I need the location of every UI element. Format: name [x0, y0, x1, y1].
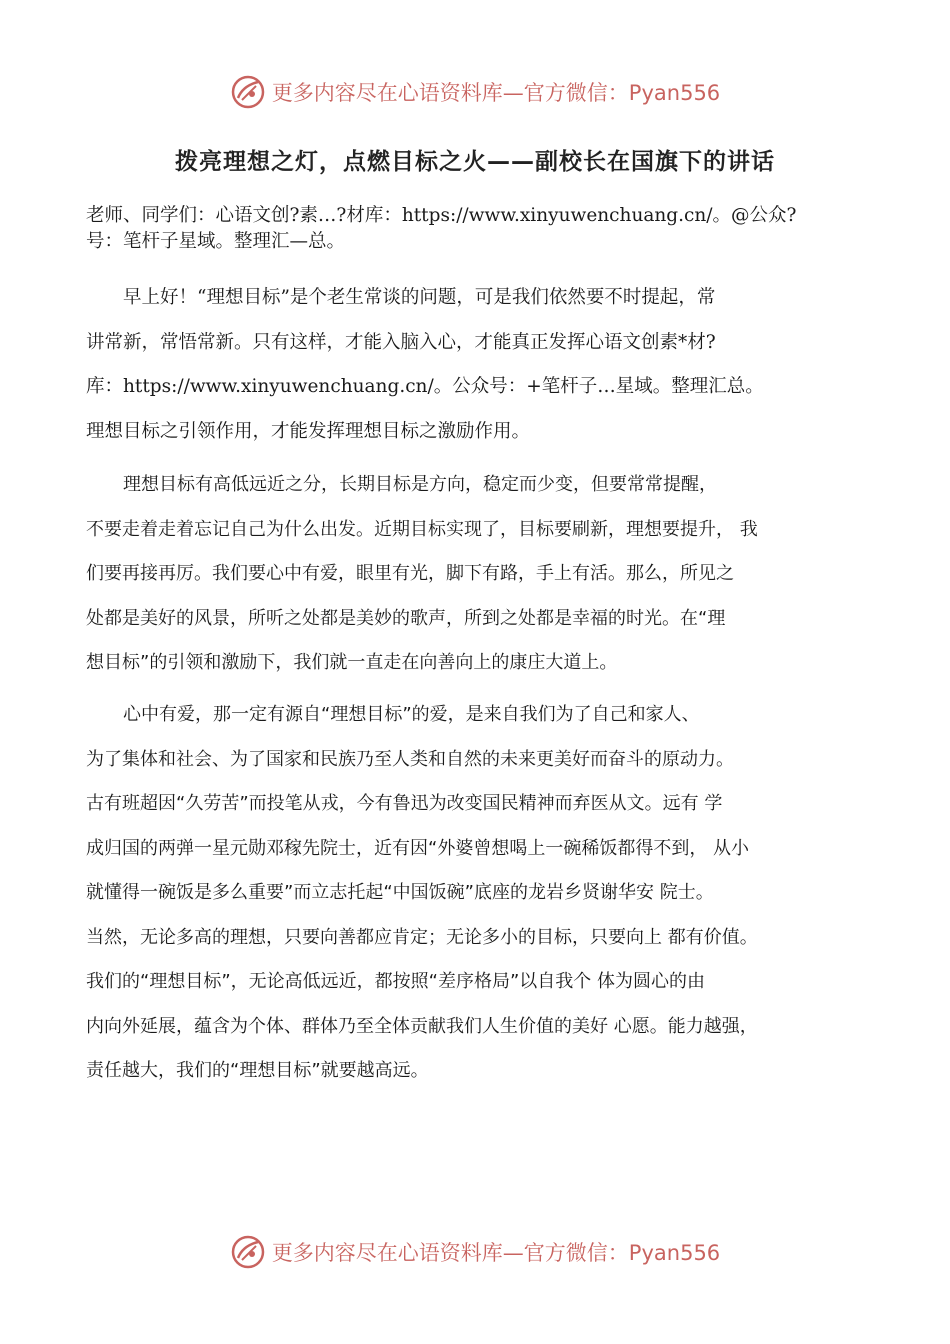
paragraph-line: 就懂得一碗饭是多么重要”而立志托起“中国饭碗”底座的龙岩乡贤谢华安 院士。 [86, 882, 714, 903]
paragraph-3 [86, 693, 876, 1094]
paragraph-line: 们要再接再厉。我们要心中有爱，眼里有光，脚下有路，手上有活。那么，所见之 [86, 563, 734, 584]
paragraph-line: 我们的“理想目标”，无论高低远近，都按照“差序格局”以自我个 体为圆心的由 [86, 971, 706, 992]
paragraph-line: 责任越大，我们的“理想目标”就要越高远。 [86, 1060, 429, 1081]
paragraph-line: 理想目标之引领作用，才能发挥理想目标之激励作用。 [86, 420, 531, 442]
xinyu-logo-icon [230, 1234, 266, 1270]
paragraph-line: 不要走着走着忘记自己为什么出发。近期目标实现了，目标要刷新，理想要提升， 我 [86, 518, 758, 540]
paragraph-line: 古有班超因“久劳苦”而投笔从戎，今有鲁迅为改变国民精神而弃医从文。远有 学 [86, 793, 723, 814]
intro-line: 老师、同学们：心语文创?素…?材库：https://www.xinyuwenchuang.cn/。@公众? [86, 205, 797, 226]
intro-line: 号：笔杆子星域。整理汇—总。 [86, 231, 346, 252]
paragraph-2 [86, 463, 876, 686]
paragraph-line: 心中有爱，那一定有源自“理想目标”的爱，是来自我们为了自己和家人、 [123, 704, 700, 725]
paragraph-line: 讲常新，常悟常新。只有这样，才能入脑入心，才能真正发挥心语文创素*材? [86, 331, 716, 353]
paragraph-line: 早上好！“理想目标”是个老生常谈的问题，可是我们依然要不时提起，常 [123, 287, 716, 308]
footer-banner [0, 1230, 950, 1274]
page-title: 拨亮理想之灯，点燃目标之火——副校长在国旗下的讲话 [175, 149, 775, 175]
paragraph-line: 内向外延展，蕴含为个体、群体乃至全体贡献我们人生价值的美好 心愿。能力越强， [86, 1015, 758, 1037]
paragraph-line: 当然，无论多高的理想，只要向善都应肯定；无论多小的目标，只要向上 都有价值。 [86, 926, 758, 948]
paragraph-line: 为了集体和社会、为了国家和民族乃至人类和自然的未来更美好而奋斗的原动力。 [86, 748, 734, 770]
header-banner [0, 70, 950, 114]
paragraph-line: 处都是美好的风景，所听之处都是美妙的歌声，所到之处都是幸福的时光。在“理 [86, 607, 726, 629]
paragraph-line: 库：https://www.xinyuwenchuang.cn/。公众号：+笔杆子…星域。整理汇总。 [86, 376, 764, 397]
paragraph-line: 想目标”的引领和激励下，我们就一直走在向善向上的康庄大道上。 [86, 652, 618, 673]
footer-banner-text: 更多内容尽在心语资料库—官方微信：Pyan556 [271, 1241, 721, 1265]
xinyu-logo-icon [230, 74, 266, 110]
paragraph-line: 理想目标有高低远近之分，长期目标是方向，稳定而少变，但要常常提醒， [123, 474, 717, 495]
paragraph-1 [86, 276, 876, 454]
paragraph-line: 成归国的两弹一星元勋邓稼先院士，近有因“外婆曾想喝上一碗稀饭都得不到， 从小 [86, 837, 750, 859]
intro-text [86, 203, 876, 255]
header-banner-text: 更多内容尽在心语资料库—官方微信：Pyan556 [271, 81, 721, 105]
